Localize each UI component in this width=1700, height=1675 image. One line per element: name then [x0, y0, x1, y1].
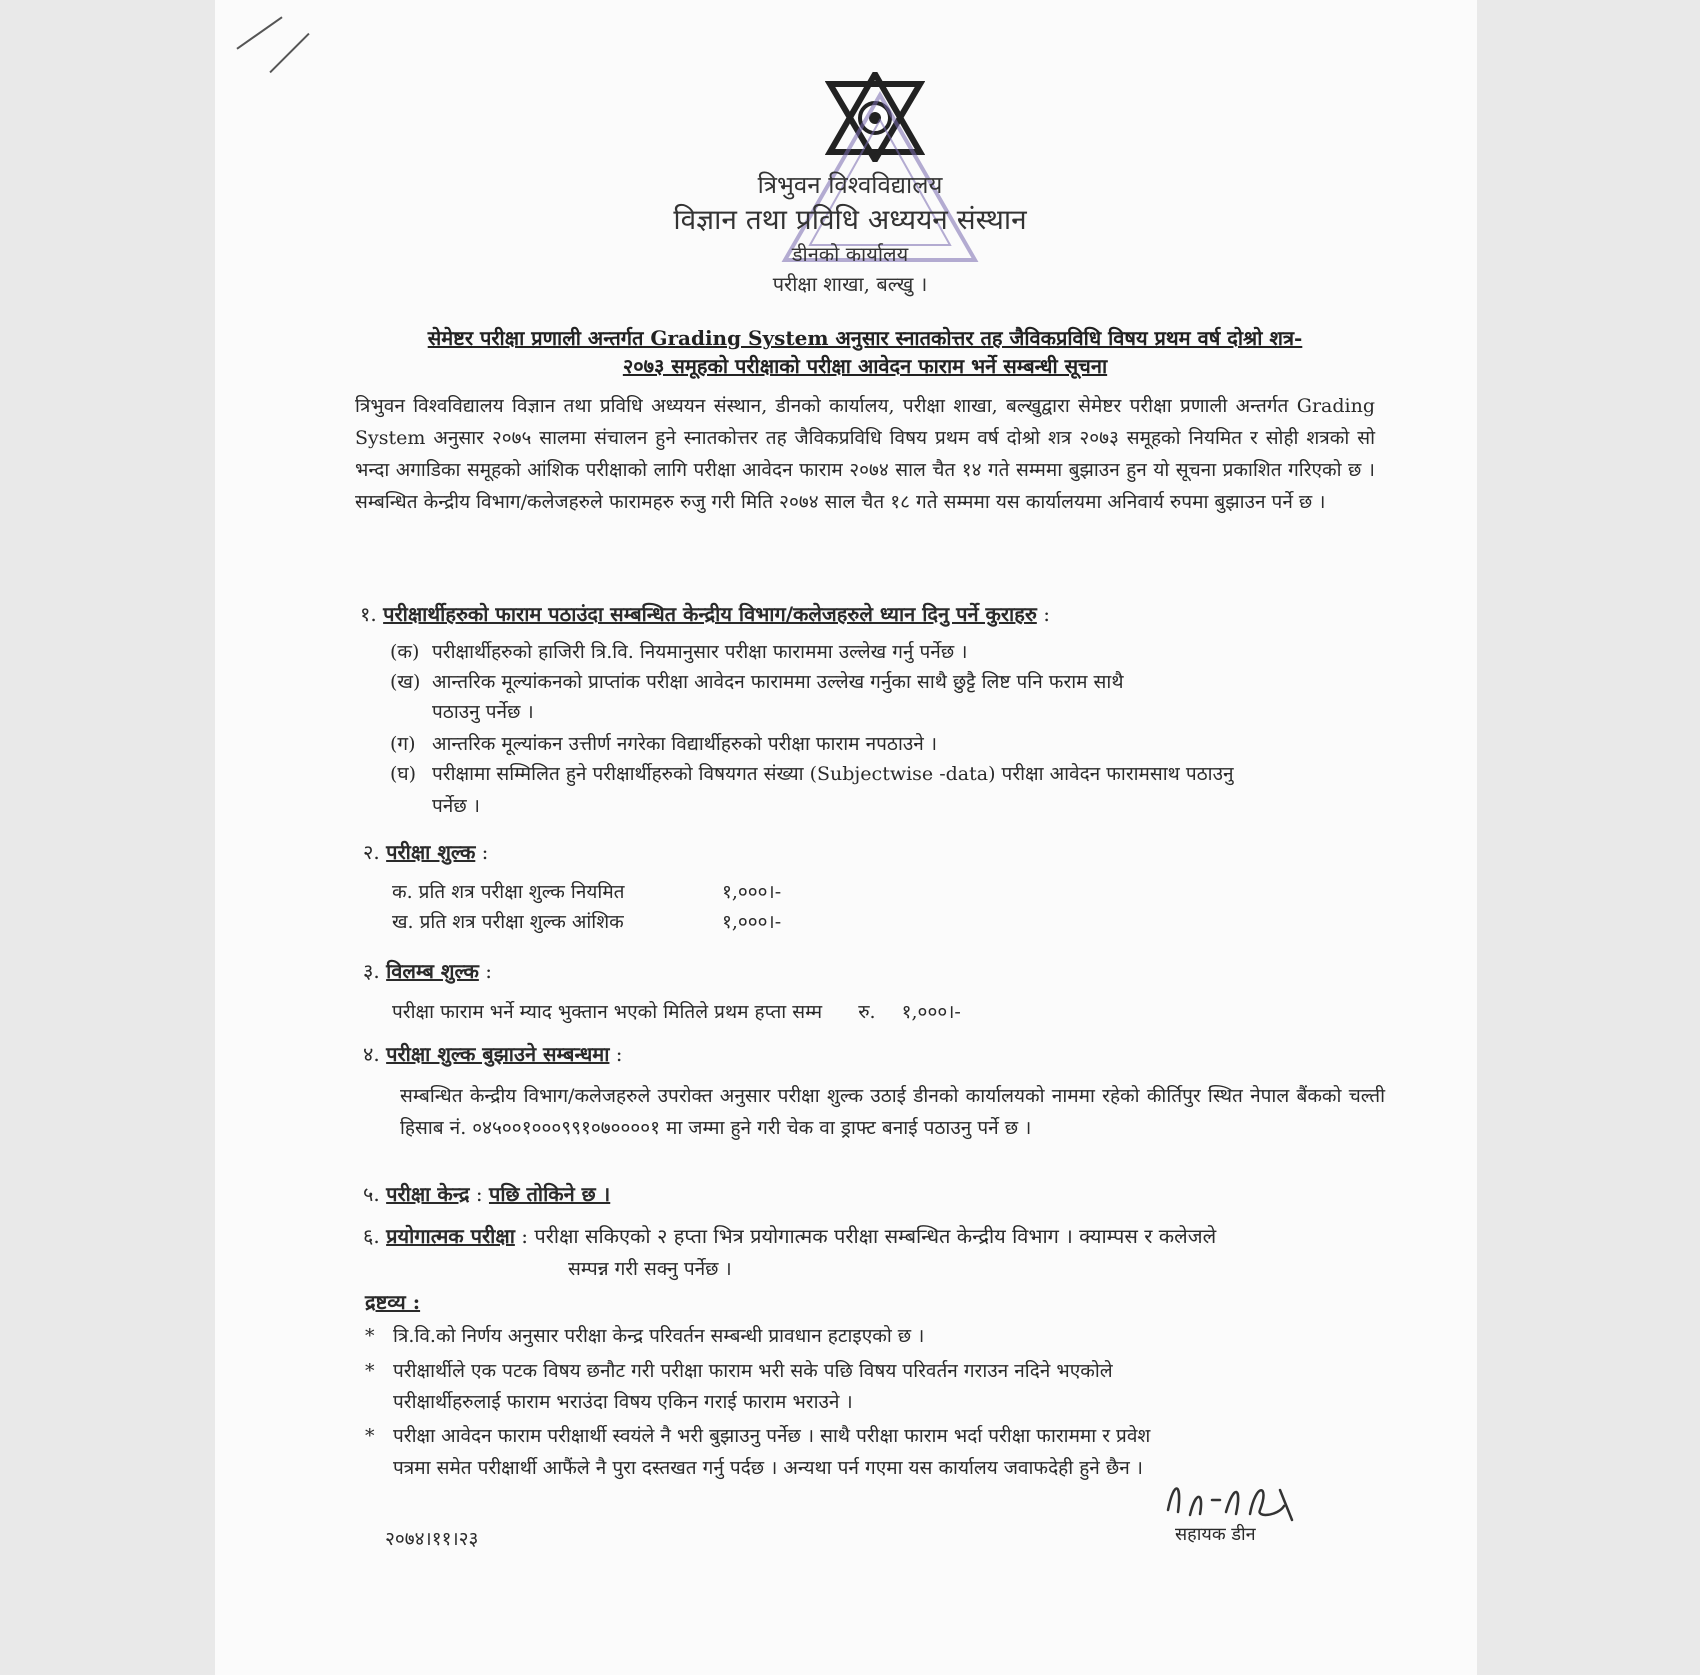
notice-title-line-2: २०७३ समूहको परीक्षाको परीक्षा आवेदन फाराम भर्ने सम्बन्धी सूचना	[622, 354, 1108, 378]
list-item: (ग) आन्तरिक मूल्यांकन उत्तीर्ण नगरेका विद्यार्थीहरुको परीक्षा फाराम नपठाउने ।	[390, 733, 938, 755]
section-number: १.	[360, 602, 377, 626]
notes-heading: द्रष्टव्य :	[365, 1290, 421, 1314]
note-item: * परीक्षा आवेदन फाराम परीक्षार्थी स्वयंले नै भरी बुझाउनु पर्नेछ । साथै परीक्षा फाराम भर्दा परीक्षा फाराममा र प्रवेश	[365, 1425, 1151, 1447]
section-1-heading	[360, 600, 1050, 627]
section-6-continuation: सम्पन्न गरी सक्नु पर्नेछ ।	[568, 1258, 732, 1280]
intro-paragraph: त्रिभुवन विश्वविद्यालय विज्ञान तथा प्रविधि अध्ययन संस्थान, डीनको कार्यालय, परीक्षा शाखा, बल्खुद्वारा सेमेष्टर परीक्षा प्रणाली अन्तर्गत Grading System अनुसार २०७५ सालमा संचालन हुने स्नातकोत्तर तह जैविकप्रविधि विषय प्रथम वर्ष दोश्रो शत्र २०७३ समूहको नियमित र सोही शत्रको सो भन्दा अगाडिका समूहको आंशिक परीक्षाको लागि परीक्षा आवेदन फाराम २०७४ साल चैत १४ गते सम्ममा बुझाउन हुन यो सूचना प्रकाशित गरिएको छ । सम्बन्धित केन्द्रीय विभाग/कलेजहरुले फारामहरु रुजु गरी मिति २०७४ साल चैत १८ गते सम्ममा यस कार्यालयमा अनिवार्य रुपमा बुझाउन पर्ने छ ।	[355, 395, 1375, 513]
section-title: परीक्षा केन्द्र	[386, 1182, 470, 1206]
section-4-heading: ४. परीक्षा शुल्क बुझाउने सम्बन्धमा :	[363, 1042, 623, 1066]
office-name: डीनको कार्यालय	[791, 242, 909, 266]
university-name: त्रिभुवन विश्वविद्यालय	[757, 171, 943, 199]
institute-name: विज्ञान तथा प्रविधि अध्ययन संस्थान	[673, 203, 1027, 236]
section-3-heading: ३. विलम्ब शुल्क :	[363, 959, 492, 983]
section-4-text: सम्बन्धित केन्द्रीय विभाग/कलेजहरुले उपरोक्त अनुसार परीक्षा शुल्क उठाई डीनको कार्यालयको नाममा रहेको कीर्तिपुर स्थित नेपाल बैंकको चल्ती हिसाब नं. ०४५००१०००९९१०७००००१ मा जम्मा हुने गरी चेक वा ड्राफ्ट बनाई पठाउनु पर्ने छ ।	[400, 1085, 1385, 1139]
section-2-heading: २. परीक्षा शुल्क :	[363, 840, 489, 864]
note-item-continuation: परीक्षार्थीहरुलाई फाराम भराउंदा विषय एकिन गराई फाराम भराउने ।	[393, 1391, 853, 1413]
note-item: * त्रि.वि.को निर्णय अनुसार परीक्षा केन्द्र परिवर्तन सम्बन्धी प्रावधान हटाइएको छ ।	[365, 1325, 925, 1347]
section-title: परीक्षा शुल्क	[386, 840, 476, 864]
list-item-continuation: पर्नेछ ।	[432, 795, 480, 817]
list-item-continuation: पठाउनु पर्नेछ ।	[432, 701, 534, 723]
section-title: परीक्षार्थीहरुको फाराम पठाउंदा सम्बन्धित केन्द्रीय विभाग/कलेजहरुले ध्यान दिनु पर्ने कुराहरु	[383, 602, 1037, 626]
branch-name: परीक्षा शाखा, बल्खु ।	[772, 272, 928, 296]
section-6-text: परीक्षा सकिएको २ हप्ता भित्र प्रयोगात्मक परीक्षा सम्बन्धित केन्द्रीय विभाग । क्याम्पस र कलेजले	[534, 1224, 1217, 1248]
section-title: परीक्षा शुल्क बुझाउने सम्बन्धमा	[386, 1042, 610, 1066]
notice-title-line-1: सेमेष्टर परीक्षा प्रणाली अन्तर्गत Grading System अनुसार स्नातकोत्तर तह जैविकप्रविधि विषय प्रथम वर्ष दोश्रो शत्र-	[427, 326, 1303, 350]
section-title: विलम्ब शुल्क	[386, 959, 479, 983]
fee-row: ख. प्रति शत्र परीक्षा शुल्क आंशिक १,०००।-	[392, 911, 782, 933]
notice-date: २०७४।११।२३	[385, 1528, 479, 1550]
list-item: (घ) परीक्षामा सम्मिलित हुने परीक्षार्थीहरुको विषयगत संख्या (Subjectwise -data) परीक्षा आवेदन फारामसाथ पठाउनु	[390, 763, 1234, 785]
fee-row: क. प्रति शत्र परीक्षा शुल्क नियमित १,०००।-	[392, 881, 782, 903]
handwritten-signature	[1160, 1470, 1310, 1530]
note-item: * परीक्षार्थीले एक पटक विषय छनौट गरी परीक्षा फाराम भरी सके पछि विषय परिवर्तन गराउन नदिने भएकोले	[365, 1360, 1113, 1382]
section-title: प्रयोगात्मक परीक्षा	[386, 1224, 515, 1248]
list-item: (क) परीक्षार्थीहरुको हाजिरी त्रि.वि. नियमानुसार परीक्षा फाराममा उल्लेख गर्नु पर्नेछ ।	[390, 641, 968, 663]
section-5-text: पछि तोकिने छ ।	[488, 1182, 611, 1206]
list-item: (ख) आन्तरिक मूल्यांकनको प्राप्तांक परीक्षा आवेदन फाराममा उल्लेख गर्नुका साथै छुट्टै लिष्ट पनि फराम साथै	[390, 671, 1124, 693]
section-colon: :	[1043, 602, 1050, 626]
note-item-continuation: पत्रमा समेत परीक्षार्थी आफैंले नै पुरा दस्तखत गर्नु पर्दछ । अन्यथा पर्न गएमा यस कार्यालय जवाफदेही हुने छैन ।	[393, 1457, 1143, 1479]
late-fee-row: परीक्षा फाराम भर्ने म्याद भुक्तान भएको मितिले प्रथम हप्ता सम्म रु. १,०००।-	[392, 1001, 961, 1023]
section-6-heading: ६. प्रयोगात्मक परीक्षा : परीक्षा सकिएको २ हप्ता भित्र प्रयोगात्मक परीक्षा सम्बन्धित केन्द्रीय विभाग । क्याम्पस र कलेजले	[363, 1224, 1217, 1248]
section-5-heading: ५. परीक्षा केन्द्र : पछि तोकिने छ ।	[363, 1182, 611, 1206]
signatory-title: सहायक डीन	[1175, 1524, 1256, 1545]
